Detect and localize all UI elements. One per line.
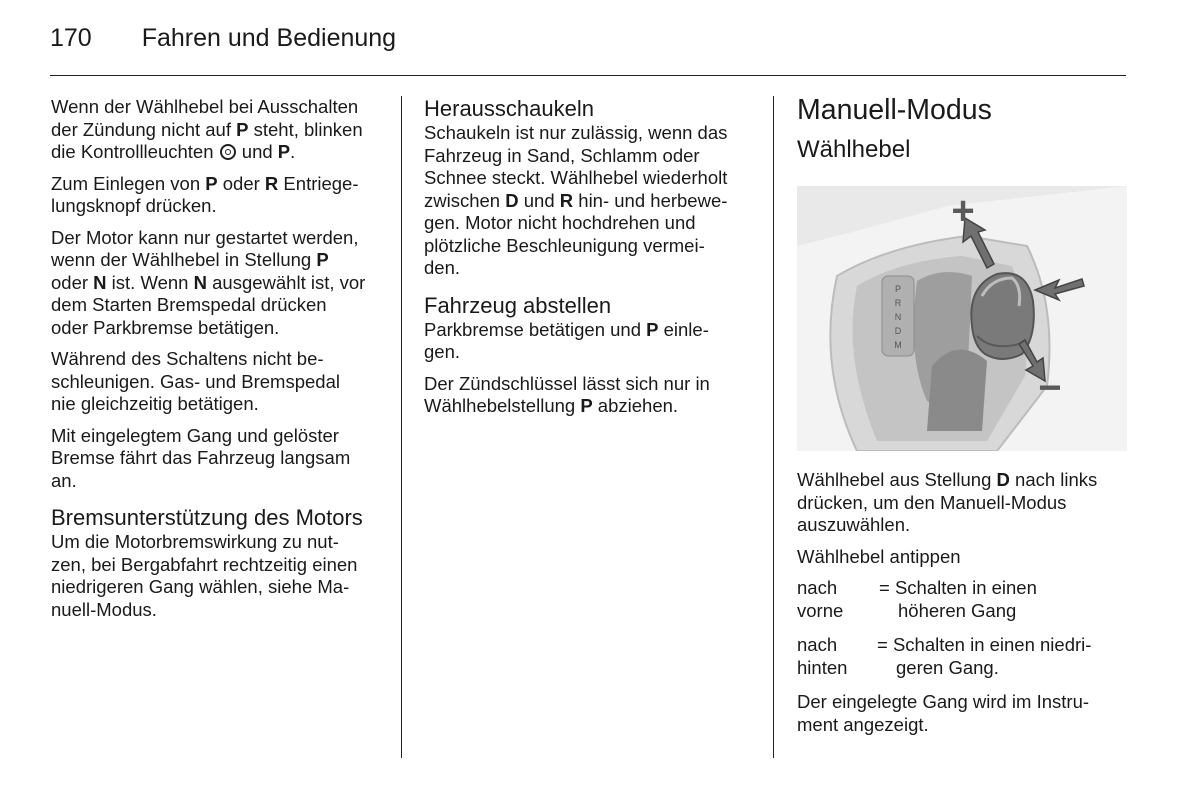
bold-gear: N bbox=[193, 271, 207, 293]
heading-engine-brake: Bremsunterstützung des Motors bbox=[51, 505, 363, 530]
control-light-icon bbox=[220, 144, 236, 160]
heading-selector-lever: Wählhebel bbox=[797, 136, 911, 163]
text-line: Wenn der Wählhebel bei Ausschalten bbox=[51, 96, 359, 117]
text: Wählhebelstellung bbox=[424, 395, 581, 416]
text: und bbox=[236, 141, 278, 162]
bold-gear: P bbox=[205, 172, 218, 194]
bold-gear: N bbox=[93, 271, 107, 293]
text-line: lungsknopf drücken. bbox=[51, 195, 217, 216]
def-term: vorne bbox=[797, 599, 844, 621]
bold-gear: R bbox=[264, 172, 279, 194]
paragraph-p-status bbox=[51, 96, 386, 164]
text-line: Bremse fährt das Fahrzeug langsam bbox=[51, 447, 351, 468]
bold-gear: P bbox=[277, 141, 291, 162]
def-desc: höheren Gang bbox=[898, 599, 1017, 621]
text-line: Während des Schaltens nicht be- bbox=[51, 348, 324, 369]
text-line: oder Parkbremse betätigen. bbox=[51, 316, 280, 338]
text: steht, blinken bbox=[248, 118, 363, 140]
paragraph-display bbox=[797, 691, 1127, 736]
paragraph-shifting bbox=[51, 348, 386, 416]
text-line: Schaukeln ist nur zulässig, wenn das bbox=[424, 122, 728, 143]
column-divider-2 bbox=[773, 96, 774, 758]
def-term: nach bbox=[797, 577, 838, 598]
paragraph-select-manual bbox=[797, 469, 1127, 537]
text-line: Um die Motorbremswirkung zu nut- bbox=[51, 531, 339, 552]
text: wenn der Wählhebel in Stellung bbox=[51, 249, 317, 270]
text: Entriege- bbox=[278, 172, 359, 194]
text: der Zündung nicht auf bbox=[51, 118, 237, 140]
paragraph-start bbox=[51, 227, 386, 340]
paragraph-engine-brake bbox=[51, 531, 386, 621]
def-desc: = Schalten in einen bbox=[879, 577, 1037, 598]
bold-gear: P bbox=[646, 318, 659, 340]
text-line: drücken, um den Manuell-Modus bbox=[797, 491, 1067, 513]
text-line: auszuwählen. bbox=[797, 514, 911, 535]
text-line: an. bbox=[51, 469, 77, 491]
plus-label: + bbox=[951, 189, 975, 233]
text: abziehen. bbox=[592, 395, 679, 416]
gate-d: D bbox=[894, 326, 902, 336]
text: Wählhebel aus Stellung bbox=[797, 469, 997, 490]
text-line: den. bbox=[424, 257, 461, 278]
text: einle- bbox=[658, 318, 709, 340]
text-line: zen, bei Bergabfahrt rechtzeitig einen bbox=[51, 553, 358, 575]
gate-p: P bbox=[894, 284, 902, 294]
text-line: Schnee steckt. Wählhebel wiederholt bbox=[424, 167, 728, 188]
definition-backward bbox=[797, 634, 1127, 679]
text-line: Fahrzeug in Sand, Schlamm oder bbox=[424, 144, 700, 166]
text-line: ment angezeigt. bbox=[797, 713, 929, 735]
bold-gear: D bbox=[505, 189, 519, 211]
gate-n: N bbox=[894, 312, 902, 322]
text: . bbox=[290, 141, 296, 162]
text: und bbox=[518, 189, 560, 211]
gate-labels bbox=[894, 284, 902, 350]
text: Zum Einlegen von bbox=[51, 172, 206, 194]
bold-gear: R bbox=[559, 189, 574, 211]
text: die Kontrollleuchten bbox=[51, 141, 219, 162]
text-line: Der eingelegte Gang wird im Instru- bbox=[797, 691, 1090, 712]
text-line: dem Starten Bremspedal drücken bbox=[51, 294, 327, 315]
def-term: hinten bbox=[797, 656, 848, 678]
text-line: gen. bbox=[424, 341, 461, 362]
text: ausgewählt ist, vor bbox=[206, 271, 366, 293]
column-divider-1 bbox=[401, 96, 402, 758]
paragraph-creep bbox=[51, 425, 386, 493]
text: oder bbox=[217, 172, 265, 194]
def-term: nach bbox=[797, 634, 838, 655]
text-line: nie gleichzeitig betätigen. bbox=[51, 393, 259, 414]
text: ist. Wenn bbox=[106, 271, 194, 293]
definition-forward bbox=[797, 577, 1127, 622]
bold-gear: P bbox=[236, 118, 249, 140]
gear-selector-figure bbox=[797, 186, 1127, 451]
text: nach links bbox=[1009, 469, 1098, 490]
text-line: Der Motor kann nur gestartet werden, bbox=[51, 226, 359, 248]
gate-r: R bbox=[894, 298, 902, 308]
bold-gear: D bbox=[996, 469, 1010, 490]
gate-m: M bbox=[894, 340, 902, 350]
page-title: Fahren und Bedienung bbox=[141, 24, 397, 52]
heading-parking: Fahrzeug abstellen bbox=[424, 292, 612, 318]
paragraph-tap: Wählhebel antippen bbox=[797, 545, 961, 567]
text-line: Mit eingelegtem Gang und gelöster bbox=[51, 424, 339, 446]
bold-gear: P bbox=[580, 395, 593, 416]
text-line: nuell-Modus. bbox=[51, 598, 157, 620]
text-line: niedrigeren Gang wählen, siehe Ma- bbox=[51, 576, 350, 597]
heading-manual-mode: Manuell-Modus bbox=[797, 94, 992, 126]
paragraph-rocking bbox=[424, 122, 759, 280]
text: oder bbox=[51, 271, 94, 293]
paragraph-engage bbox=[51, 173, 386, 218]
paragraph-key bbox=[424, 373, 759, 418]
bold-gear: P bbox=[316, 249, 329, 270]
text: Parkbremse betätigen und bbox=[424, 318, 647, 340]
header-rule bbox=[50, 75, 1126, 76]
column-1 bbox=[51, 96, 386, 630]
text-line: schleunigen. Gas- und Bremspedal bbox=[51, 370, 340, 392]
column-2 bbox=[424, 96, 759, 427]
heading-rocking: Herausschaukeln bbox=[424, 96, 594, 121]
text: zwischen bbox=[424, 189, 506, 211]
text-line: Der Zündschlüssel lässt sich nur in bbox=[424, 372, 710, 394]
page-number: 170 bbox=[50, 24, 92, 52]
def-desc: = Schalten in einen niedri- bbox=[877, 634, 1092, 655]
text: hin- und herbewe- bbox=[573, 189, 728, 211]
column-3 bbox=[797, 94, 1127, 745]
page-header bbox=[50, 24, 396, 53]
text-line: plötzliche Beschleunigung vermei- bbox=[424, 234, 705, 256]
minus-label: − bbox=[1038, 366, 1062, 410]
text-line: gen. Motor nicht hochdrehen und bbox=[424, 212, 696, 233]
def-desc: geren Gang. bbox=[896, 656, 999, 678]
paragraph-parking bbox=[424, 319, 759, 364]
